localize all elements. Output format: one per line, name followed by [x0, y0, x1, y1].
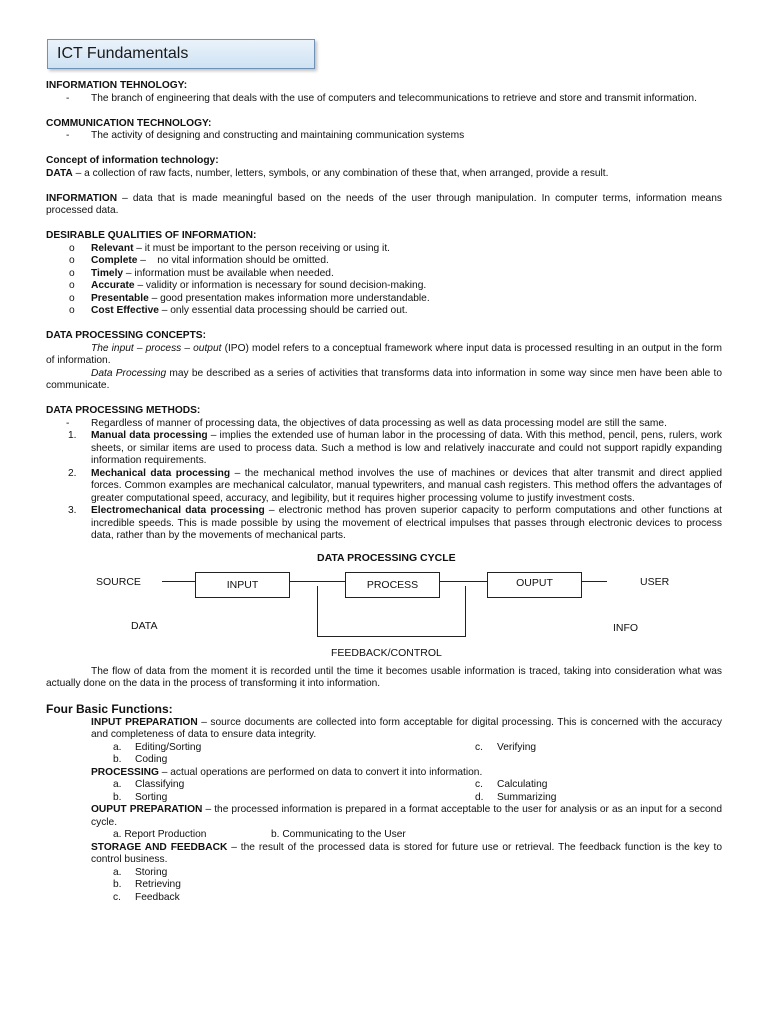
flow-paragraph: The flow of data from the moment it is recorded until the time it becomes usable information is traced, taking into consideration what was actually done on the data in the process of transforming it into information. [46, 665, 722, 689]
cycle-title: DATA PROCESSING CYCLE [317, 551, 456, 564]
methods-intro [46, 418, 722, 431]
sub-letter: c. [475, 779, 483, 790]
sub-item-row [91, 867, 722, 880]
it-heading: INFORMATION TEHNOLOGY: [46, 80, 188, 91]
quality-text: – only essential data processing should be carried out. [158, 305, 408, 316]
processing-cycle-diagram [46, 543, 722, 666]
data-text: – a collection of raw facts, number, letters, symbols, or any combination of these that, when arranged, provide a result. [72, 167, 609, 179]
information-term: INFORMATION [46, 192, 118, 204]
quality-text: – validity or information is necessary for sound decision-making. [134, 280, 427, 291]
sub-letter: d. [475, 791, 484, 803]
sub-letter: a. [113, 866, 122, 878]
processing [91, 767, 722, 780]
function-text: – actual operations are performed on data to convert it into information. [158, 766, 483, 778]
feedback-label: FEEDBACK/CONTROL [331, 646, 442, 659]
storage-feedback [91, 842, 722, 867]
method-term: Electromechanical data processing [91, 505, 265, 516]
dash-marker: - [66, 417, 70, 429]
method-item [46, 505, 722, 543]
info-label: INFO [613, 621, 639, 634]
dp-paragraph [46, 368, 722, 393]
method-term: Mechanical data processing [91, 467, 231, 479]
sub-item: Sorting [135, 791, 168, 803]
process-box: PROCESS [345, 572, 440, 598]
ipo-paragraph [46, 343, 722, 368]
ct-definition: The activity of designing and constructing and maintaining communication systems [91, 130, 465, 141]
user-label: USER [640, 575, 670, 588]
method-term: Manual data processing [91, 430, 208, 441]
data-label: DATA [131, 619, 158, 632]
dp-text: may be described as a series of activities that transforms data into information in some way since men have been able to communicate. [46, 367, 722, 391]
qualities-heading: DESIRABLE QUALITIES OF INFORMATION: [46, 230, 257, 241]
quality-text: – it must be important to the person receiving or using it. [133, 242, 390, 254]
feedback-line [317, 636, 466, 637]
connector-line [162, 581, 195, 582]
function-term: STORAGE AND FEEDBACK [91, 841, 228, 853]
ipo-term: The input – process – output [91, 342, 222, 354]
information-definition [46, 193, 722, 218]
bullet-marker: o [69, 255, 75, 266]
page-title: ICT Fundamentals [47, 39, 315, 69]
function-term: PROCESSING [91, 766, 159, 778]
sub-letter: c. [113, 891, 121, 903]
quality-text: – no vital information should be omitted. [137, 255, 329, 266]
dash-marker: - [66, 92, 70, 104]
sub-item: Classifying [135, 779, 185, 790]
dp-term: Data Processing [91, 367, 167, 379]
output-box: OUPUT [487, 572, 582, 598]
methods-intro-text: Regardless of manner of processing data, the objectives of data processing as well as data processing model are still the same. [91, 417, 667, 429]
function-term: OUPUT PREPARATION [91, 804, 203, 815]
quality-term: Cost Effective [91, 305, 159, 316]
bullet-marker: o [69, 242, 75, 254]
sub-item-row [91, 754, 722, 767]
sub-item-row [91, 879, 722, 892]
quality-item [46, 293, 722, 306]
data-term: DATA [46, 167, 73, 179]
quality-term: Relevant [91, 242, 134, 254]
function-text: – the result of the processed data is stored for future use or retrieval. The feedback function is the key to control business. [91, 841, 722, 865]
sub-item: a. Report Production [113, 829, 207, 840]
feedback-line [465, 586, 466, 636]
quality-text: – information must be available when needed. [123, 267, 334, 279]
functions-list [91, 717, 722, 905]
input-box: INPUT [195, 572, 290, 598]
data-definition [46, 168, 722, 181]
sub-letter: b. [113, 879, 122, 890]
quality-item [46, 305, 722, 318]
bullet-marker: o [69, 280, 75, 291]
bullet-marker: o [69, 305, 75, 316]
sub-item: Verifying [497, 741, 537, 753]
quality-item [46, 280, 722, 293]
document-body [46, 80, 722, 904]
method-item [46, 468, 722, 506]
quality-term: Presentable [91, 292, 149, 304]
feedback-line [317, 586, 318, 636]
quality-text: – good presentation makes information more understandable. [148, 292, 430, 304]
connector-line [582, 581, 607, 582]
it-item [46, 93, 722, 106]
sub-item-row [91, 779, 722, 792]
method-number: 3. [68, 505, 77, 516]
ipo-text: (IPO) model refers to a conceptual framework where input data is processed resulting in an output in the form of information. [46, 342, 722, 366]
sub-item-row [91, 792, 722, 805]
quality-item [46, 243, 722, 256]
method-text: – electronic method has proven superior capacity to perform computations and other functions at incredible speeds. This is made possible by using the movement of electrical impulses that passes through electronic devices to process data, rather than by the movements of mechanical parts. [91, 505, 722, 541]
sub-item: b. Communicating to the User [271, 829, 406, 840]
sub-item: Feedback [135, 891, 180, 903]
connector-line [440, 581, 487, 582]
sub-item: Retrieving [135, 879, 181, 890]
functions-heading: Four Basic Functions: [46, 701, 173, 716]
bullet-marker: o [69, 267, 75, 279]
quality-term: Complete [91, 255, 138, 266]
sub-item-row [91, 742, 722, 755]
quality-item [46, 255, 722, 268]
method-text: – implies the extended use of human labor in the processing of data. With this method, pencil, pens, rulers, work sheets, or similar items are used to process data. Such a method is low and relatively inaccurate and could not support rapidly expanding information requirements. [91, 430, 722, 466]
function-text: – source documents are collected into form acceptable for digital processing. This is concerned with the accuracy and completeness of data to ensure data integrity. [91, 716, 722, 740]
method-text: – the mechanical method involves the use of machines or devices that alter transmit and direct applied forces. Common examples are mechanical calculator, manual typewriters, and manual cash registers. This method offers the advantages of greater computational speed, accuracy, and legibility, but it requires higher processing volume to justify investment costs. [91, 467, 722, 504]
function-term: INPUT PREPARATION [91, 716, 198, 728]
sub-item-row [91, 892, 722, 905]
concepts-heading: DATA PROCESSING CONCEPTS: [46, 330, 206, 341]
sub-letter: c. [475, 741, 483, 753]
sub-letter: a. [113, 779, 122, 790]
method-number: 1. [68, 430, 77, 441]
bullet-marker: o [69, 292, 75, 304]
method-number: 2. [68, 467, 77, 479]
sub-item-row [91, 829, 722, 842]
sub-item: Editing/Sorting [135, 741, 202, 753]
information-text: – data that is made meaningful based on the needs of the user through manipulation. In computer terms, information means processed data. [46, 192, 722, 216]
connector-line [290, 581, 345, 582]
source-label: SOURCE [96, 575, 141, 588]
sub-item: Summarizing [497, 791, 557, 803]
quality-term: Accurate [91, 280, 135, 291]
output-preparation [91, 804, 722, 829]
sub-item: Calculating [497, 779, 548, 790]
input-preparation [91, 717, 722, 742]
it-definition: The branch of engineering that deals with the use of computers and telecommunications to retrieve and store and transmit information. [91, 92, 697, 104]
sub-item: Coding [135, 754, 168, 765]
sub-letter: a. [113, 741, 122, 753]
quality-term: Timely [91, 267, 124, 279]
concept-heading: Concept of information technology: [46, 155, 219, 166]
function-text: – the processed information is prepared in a format acceptable to the user for analysis or as an input for a second cycle. [91, 804, 722, 828]
quality-item [46, 268, 722, 281]
sub-letter: b. [113, 754, 122, 765]
sub-item: Storing [135, 866, 168, 878]
dash-marker: - [66, 130, 70, 141]
sub-letter: b. [113, 791, 122, 803]
ct-item [46, 130, 722, 143]
method-item [46, 430, 722, 468]
methods-heading: DATA PROCESSING METHODS: [46, 405, 201, 416]
ct-heading: COMMUNICATION TECHNOLOGY: [46, 117, 212, 129]
